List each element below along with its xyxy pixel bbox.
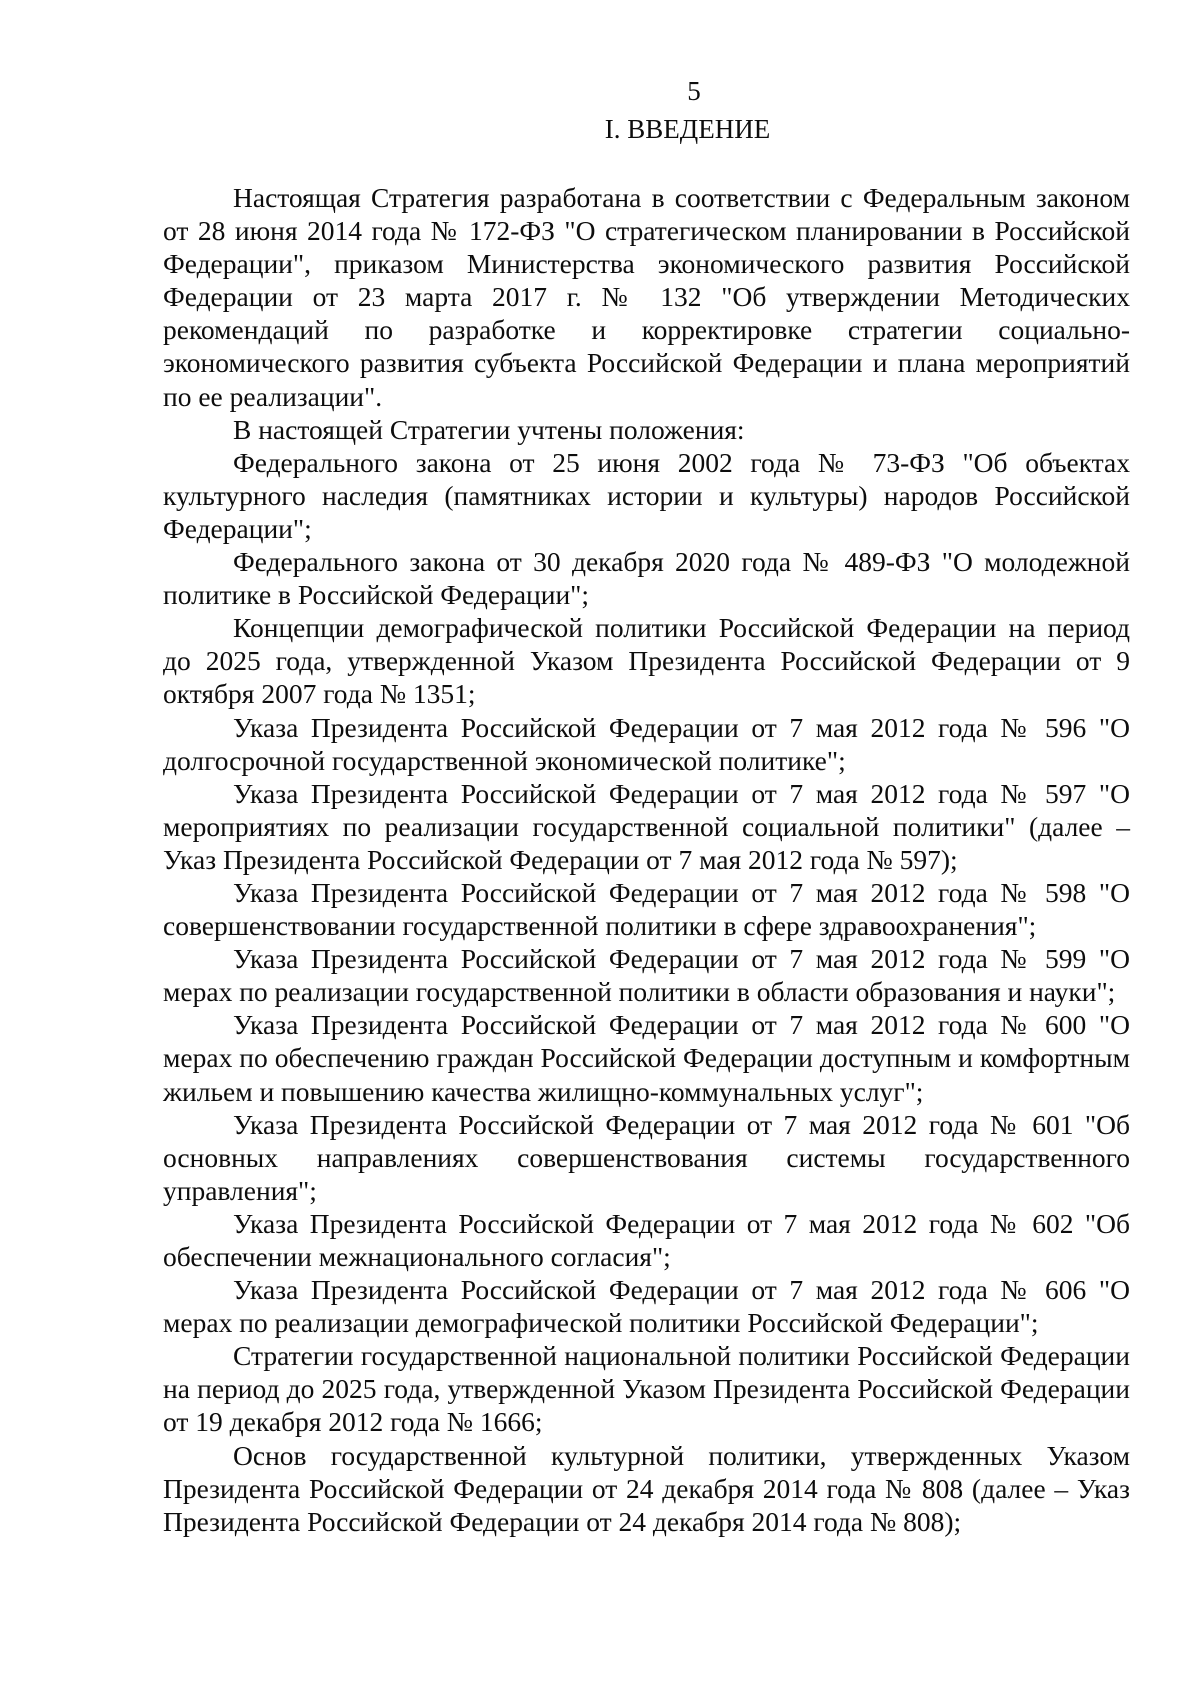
list-item: Концепции демографической политики Российской Федерации на период до 2025 года, утвержденной Указом Президента Российской Федерации от 9 октября 2007 года № 1351;: [163, 612, 1130, 710]
list-item: Указа Президента Российской Федерации от 7 мая 2012 года № 601 "Об основных направлениях совершенствования системы государственного управления";: [163, 1108, 1130, 1206]
document-page: [163, 72, 1130, 1538]
section-title: I. ВВЕДЕНИЕ: [604, 114, 771, 144]
list-item: Указа Президента Российской Федерации от 7 мая 2012 года № 602 "Об обеспечении межнационального согласия";: [163, 1207, 1130, 1272]
paragraph-provisions-lead: В настоящей Стратегии учтены положения:: [233, 413, 745, 445]
page-number: 5: [687, 76, 701, 106]
list-item: Указа Президента Российской Федерации от 7 мая 2012 года № 598 "О совершенствовании государственной политики в сфере здравоохранения";: [163, 876, 1130, 942]
list-item: Федерального закона от 25 июня 2002 года № 73-ФЗ "Об объектах культурного наследия (памятниках истории и культуры) народов Российской Федерации";: [163, 446, 1130, 544]
list-item: Указа Президента Российской Федерации от 7 мая 2012 года № 600 "О мерах по обеспечению граждан Российской Федерации доступным и комфортным жильем и повышению качества жилищно-коммунальных услуг";: [163, 1009, 1130, 1107]
list-item: Указа Президента Российской Федерации от 7 мая 2012 года № 606 "О мерах по реализации демографической политики Российской Федерации";: [163, 1274, 1130, 1339]
list-item: Стратегии государственной национальной политики Российской Федерации на период до 2025 года, утвержденной Указом Президента Российской Федерации от 19 декабря 2012 года № 1666;: [163, 1340, 1130, 1438]
list-item: Указа Президента Российской Федерации от 7 мая 2012 года № 596 "О долгосрочной государственной экономической политике";: [163, 711, 1130, 776]
list-item: Федерального закона от 30 декабря 2020 года № 489-ФЗ "О молодежной политике в Российской Федерации";: [163, 546, 1130, 611]
paragraph-intro: Настоящая Стратегия разработана в соответствии с Федеральным законом от 28 июня 2014 года № 172-ФЗ "О стратегическом планировании в Российской Федерации", приказом Министерства экономического развития Российской Федерации от 23 марта 2017 г. № 132 "Об утверждении Методических рекомендаций по разработке и корректировке стратегии социально-экономического развития субъекта Российской Федерации и плана мероприятий по ее реализации".: [163, 182, 1130, 412]
list-item: Указа Президента Российской Федерации от 7 мая 2012 года № 599 "О мерах по реализации государственной политики в области образования и науки";: [163, 943, 1130, 1008]
list-item: Основ государственной культурной политики, утвержденных Указом Президента Российской Федерации от 24 декабря 2014 года № 808 (далее – Указ Президента Российской Федерации от 24 декабря 2014 года № 808);: [163, 1439, 1130, 1537]
list-item: Указа Президента Российской Федерации от 7 мая 2012 года № 597 "О мероприятиях по реализации государственной социальной политики" (далее – Указ Президента Российской Федерации от 7 мая 2012 года № 597);: [163, 777, 1130, 875]
